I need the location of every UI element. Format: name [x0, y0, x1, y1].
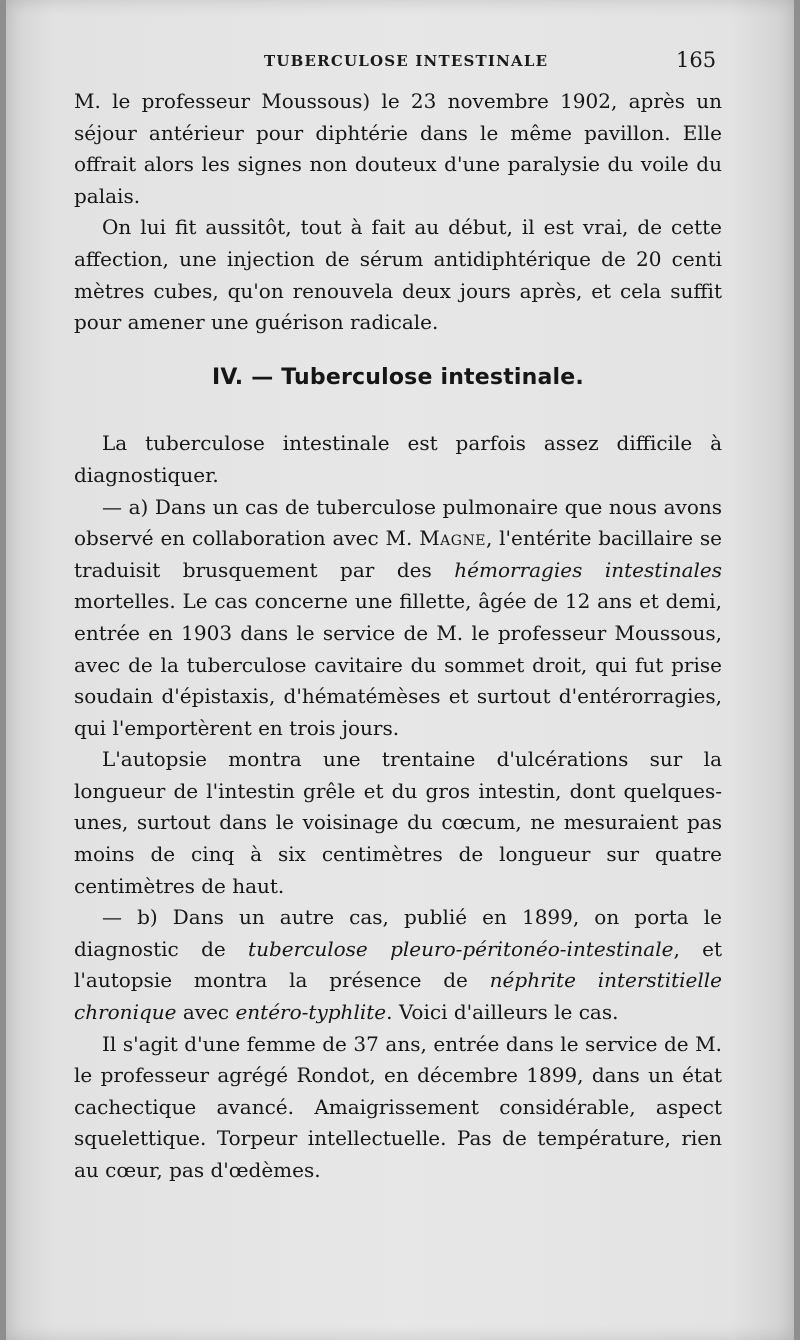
paragraph: Il s'agit d'une femme de 37 ans, entrée dans le service de M. le professeur agrégé Rondot, en décembre 1899, dans un état cachectique avancé. Amaigrissement considérable, aspect squelettique. Torpeur intellectuelle. Pas de température, rien au cœur, pas d'œdèmes.: [74, 1031, 722, 1182]
paragraph: L'autopsie montra une trentaine d'ulcérations sur la longueur de l'intestin grêle et du gros intestin, dont quelques-unes, surtout dans le voisinage du cœcum, ne mesuraient pas moins de cinq à six centimètres de longueur sur quatre centimètres de haut.: [74, 747, 722, 898]
emphasis: entéro-typhlite: [235, 1000, 387, 1025]
author-name: Magne: [419, 526, 486, 551]
body-text: [74, 86, 722, 1187]
paragraph: [74, 492, 722, 745]
emphasis: néphrite interstitielle chronique: [74, 968, 723, 1025]
paragraph: La tuberculose intestinale est parfois assez difficile à diagnostiquer.: [74, 431, 722, 487]
page-header: [6, 48, 794, 78]
text-run: avec: [182, 1000, 230, 1025]
text-run: , et l'autopsie montra la présence de: [74, 936, 722, 993]
text-run: . Voici d'ailleurs le cas.: [386, 1000, 619, 1025]
paragraph: M. le professeur Moussous) le 23 novembre 1902, après un séjour antérieur pour diphtérie dans le même pavillon. Elle offrait alors les signes non douteux d'une paralysie du voile du palais.: [74, 89, 722, 208]
text-run: — a) Dans un cas de tuberculose pulmonaire que nous avons observé en collaboration avec M.: [74, 494, 722, 551]
text-run: , l'entérite bacillaire se traduisit brusquement par des: [74, 526, 722, 582]
text-run: — b) Dans un autre cas, publié en 1899, on porta le diagnostic de: [74, 905, 722, 961]
paragraph: On lui fit aussitôt, tout à fait au début, il est vrai, de cette affection, une injection de sérum antidiphtérique de 20 centi mètres cubes, qu'on renouvela deux jours après, et cela suffit pour amener une guérison radicale.: [74, 215, 722, 335]
running-title: TUBERCULOSE INTESTINALE: [264, 52, 549, 70]
page-number: 165: [676, 48, 717, 72]
section-heading: IV. — Tuberculose intestinale.: [212, 364, 584, 390]
emphasis: hémorragies intestinales: [454, 557, 723, 582]
paragraph: [74, 902, 722, 1028]
text-run: mortelles. Le cas concerne une fillette, âgée de 12 ans et demi, entrée en 1903 dans le service de M. le professeur Moussous, avec de la tuberculose cavitaire du sommet droit, qui fut prise soudain d'épistaxis, d'hématémèses et surtout d'entérorragies, qui l'emportèrent en trois jours.: [74, 589, 722, 740]
book-page: [6, 0, 794, 1340]
emphasis: tuberculose pleuro-péritonéo-intestinale: [248, 936, 674, 961]
